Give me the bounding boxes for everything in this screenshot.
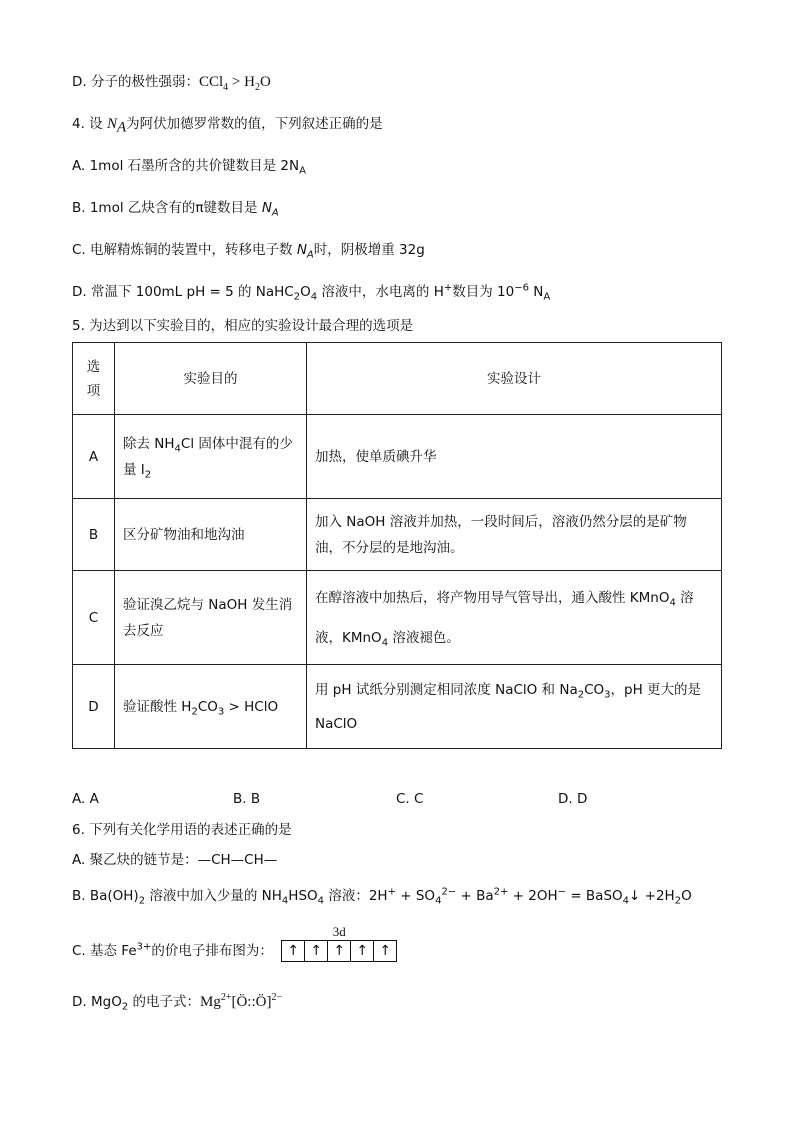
orbital-box: ↑	[379, 943, 392, 959]
q4-option-b: B. 1mol 乙炔含有的π键数目是 $N_A$	[72, 200, 279, 219]
answer-a: A. A	[72, 791, 99, 807]
header-option: 选 项	[73, 343, 115, 415]
q6-option-b: B. $Ba(OH)_2$ 溶液中加入少量的 $NH_4HSO_4$ 溶液：$2H^+ + SO_4^{2-} + Ba^{2+} + 2OH^-$ = BaSO$_4$↓ $+2H_2O$	[72, 886, 692, 907]
q5-answer-options	[72, 789, 722, 809]
answer-b: B. B	[233, 791, 261, 807]
orbital-box: ↑	[282, 941, 305, 961]
q5-stem: 5. 为达到以下实验目的，相应的实验设计最合理的选项是	[72, 318, 414, 334]
table-row: B 区分矿物油和地沟油 加入 NaOH 溶液并加热，一段时间后，溶液仍然分层的是矿物油，不分层的是地沟油。	[73, 499, 722, 571]
q6-option-c: C. 基态 $Fe^{3+}$的价电子排布图为： 3d ↑ ↑ ↑ ↑ ↑	[72, 940, 397, 962]
orbital-box: ↑	[328, 941, 351, 961]
table-row: C 验证溴乙烷与 NaOH 发生消去反应 在醇溶液中加热后，将产物用导气管导出，通入酸性 KMnO$_4$ 溶液，KMnO$_4$ 溶液褪色。	[73, 571, 722, 665]
table-header-row	[73, 343, 722, 415]
answer-d: D. D	[558, 791, 588, 807]
table-row: D 验证酸性 $H_2CO_3$ > HClO 用 pH 试纸分别测定相同浓度 NaClO 和 $Na_2CO_3$，pH 更大的是 NaClO	[73, 665, 722, 749]
q4-option-a: A. 1mol 石墨所含的共价键数目是 $2N_A$	[72, 158, 306, 177]
q6-option-a: A. 聚乙炔的链节是：—CH—CH—	[72, 852, 278, 868]
orbital-box: ↑	[305, 941, 328, 961]
q4-option-d: D. 常温下 100mL pH = 5 的 $NaHC_2O_4$ 溶液中，水电离的 H+数目为 $10^{-6}$ $N_A$	[72, 282, 551, 303]
q3d-formula: $CCl_4 > H_2O$	[198, 74, 271, 93]
header-design: 实验设计	[307, 343, 722, 415]
experiment-table	[72, 342, 722, 749]
q6-option-d: D. MgO$_2$ 的电子式：$Mg^{2+}[Ö::Ö]^{2-}$	[72, 992, 283, 1013]
orbital-boxes	[281, 940, 397, 962]
table-row: A 除去 $NH_4Cl$ 固体中混有的少量 $I_2$ 加热，使单质碘升华	[73, 415, 722, 499]
orbital-diagram: 3d ↑ ↑ ↑ ↑ ↑	[281, 940, 397, 962]
orbital-box: ↑	[351, 941, 374, 961]
header-purpose: 实验目的	[115, 343, 307, 415]
q4-stem: 4. 设 $N_A$为阿伏加德罗常数的值，下列叙述正确的是	[72, 116, 383, 136]
q6-stem: 6. 下列有关化学用语的表述正确的是	[72, 822, 292, 838]
q3-option-d: D. 分子的极性强弱：$CCl_4 > H_2O$	[72, 74, 271, 93]
electron-formula: $Mg^{2+}[Ö::Ö]^{2-}$	[200, 992, 283, 1010]
q4-option-c: C. 电解精炼铜的装置中，转移电子数 $N_A$时，阴极增重 32g	[72, 242, 425, 261]
answer-c: C. C	[396, 791, 424, 807]
